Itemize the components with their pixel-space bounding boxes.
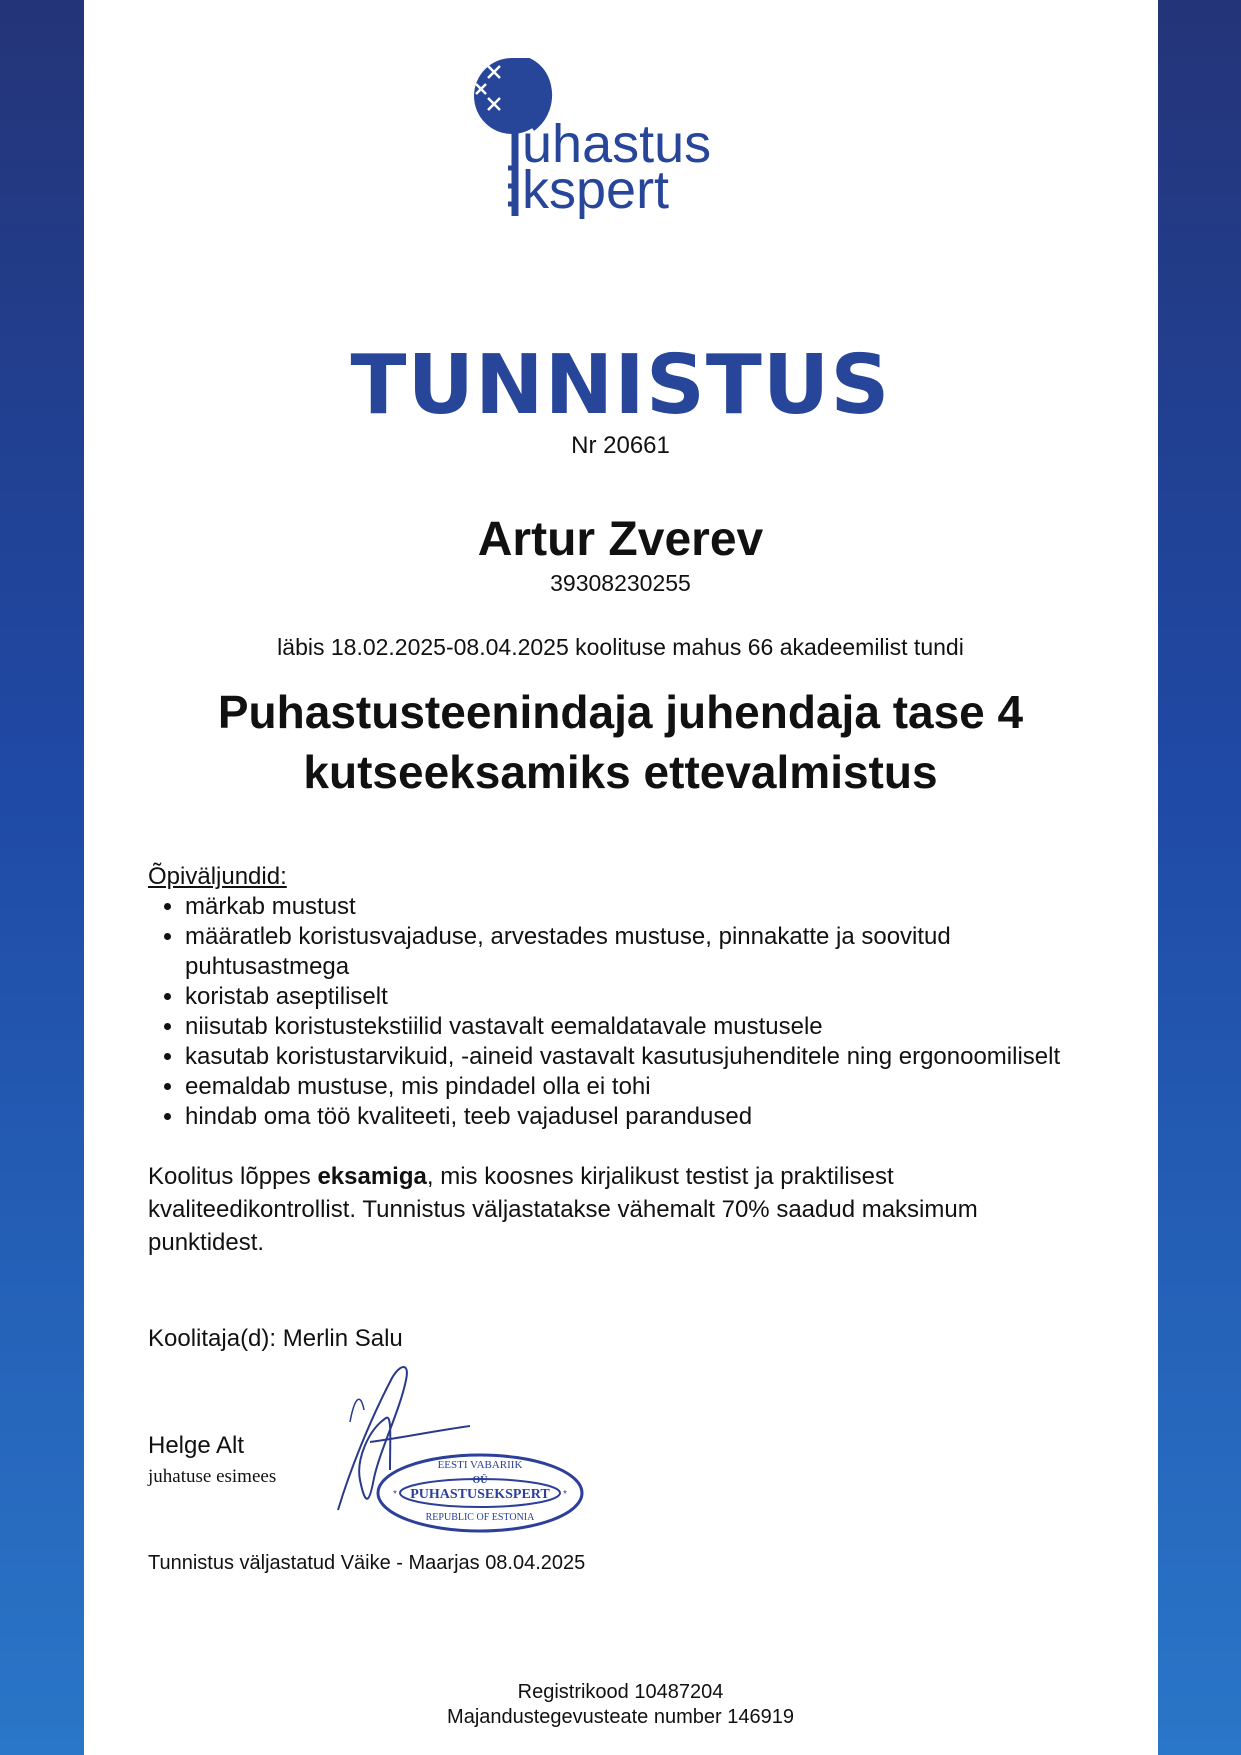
completion-statement: läbis 18.02.2025-08.04.2025 koolituse mahus 66 akadeemilist tundi	[277, 634, 964, 660]
left-decor-band	[0, 0, 84, 1755]
list-item: • niisutab koristustekstiilid vastavalt eemaldatavale mustusele	[185, 1012, 1108, 1042]
stamp-center-text: PUHASTUSEKSPERT	[410, 1487, 550, 1502]
signer-name: Helge Alt	[148, 1432, 245, 1459]
logo-text-line1: uhastus	[522, 114, 712, 174]
company-stamp	[375, 1452, 585, 1534]
certificate-number: Nr 20661	[571, 432, 670, 459]
issue-place-date: Tunnistus väljastatud Väike - Maarjas 08.04.2025	[148, 1552, 586, 1574]
certificate-title: TUNNISTUS	[350, 338, 891, 433]
logo-text-line2: kspert	[522, 160, 670, 220]
exam-text-bold: eksamiga	[317, 1163, 427, 1190]
registry-info	[0, 1680, 1241, 1730]
list-item: • eemaldab mustuse, mis pindadel olla ei tohi	[185, 1072, 1108, 1102]
stamp-bottom-text: REPUBLIC OF ESTONIA	[425, 1512, 535, 1523]
list-item: • koristab aseptiliselt	[185, 982, 1108, 1012]
recipient-name: Artur Zverev	[477, 513, 764, 566]
course-title	[150, 682, 1091, 802]
list-item: • märkab mustust	[185, 892, 1108, 922]
recipient-id-code: 39308230255	[550, 570, 691, 596]
registry-code: Registrikood 10487204	[517, 1681, 724, 1703]
list-item: • hindab oma töö kvaliteeti, teeb vajadusel parandused	[185, 1102, 1108, 1132]
stamp-oy-text: OÜ	[472, 1475, 488, 1486]
course-title-line1: Puhastusteenindaja juhendaja tase 4	[217, 686, 1024, 738]
outcomes-list	[148, 892, 1108, 1132]
list-item: • määratleb koristusvajaduse, arvestades mustuse, pinnakatte ja soovitud puhtusastmega	[185, 922, 1108, 982]
company-logo	[460, 58, 760, 248]
outcomes-heading: Õpiväljundid:	[148, 863, 287, 890]
trainer-line: Koolitaja(d): Merlin Salu	[148, 1325, 403, 1352]
signer-role: juhatuse esimees	[148, 1466, 277, 1487]
license-number: Majandustegevusteate number 146919	[447, 1706, 794, 1728]
right-decor-band	[1158, 0, 1241, 1755]
course-title-line2: kutseeksamiks ettevalmistus	[303, 746, 938, 798]
list-item: • kasutab koristustarvikuid, -aineid vastavalt kasutusjuhenditele ning ergonoomiliselt	[185, 1042, 1108, 1072]
exam-text-part1: Koolitus lõppes	[148, 1163, 318, 1190]
stamp-top-text: EESTI VABARIIK	[437, 1459, 523, 1471]
learning-outcomes	[148, 862, 1108, 1132]
svg-text:*: *	[393, 1489, 397, 1500]
exam-description	[148, 1160, 1048, 1259]
svg-text:*: *	[563, 1489, 567, 1500]
exam-text-part2: , mis koosnes kirjalikust testist ja praktilisest kvaliteedikontrollist. Tunnistus väljastatakse vähemalt 70% saadud maksimum punktidest.	[148, 1163, 978, 1256]
